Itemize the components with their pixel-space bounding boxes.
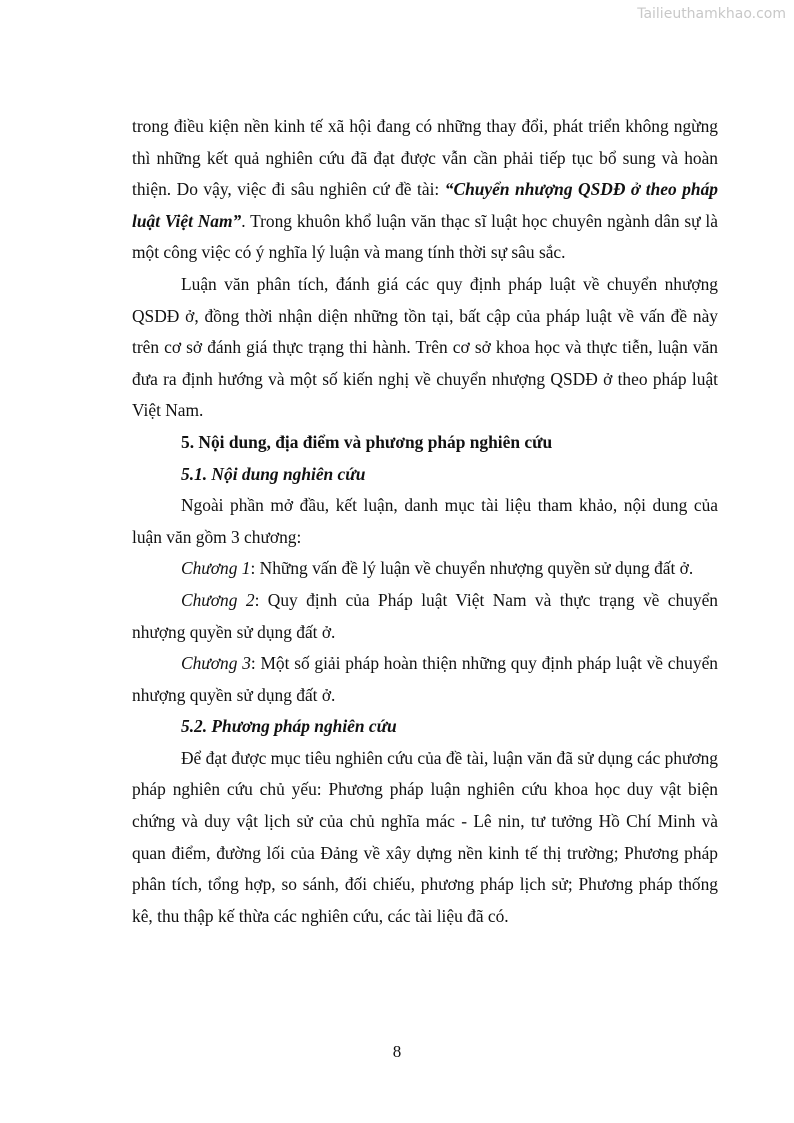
chapter-label: Chương 3 [181,653,251,674]
intro-text-after: . Trong khuôn khổ luận văn thạc sĩ luật học chuyên ngành dân sự là một công việc có ý nghĩa lý luận và mang tính thời sự sâu sắc. [132,210,718,263]
paragraph-intro [132,111,718,269]
paragraph-methods: Để đạt được mục tiêu nghiên cứu của đề tài, luận văn đã sử dụng các phương pháp nghiên cứu chủ yếu: Phương pháp luận nghiên cứu khoa học duy vật biện chứng và duy vật lịch sử của chủ nghĩa mác - Lê nin, tư tưởng Hồ Chí Minh và quan điểm, đường lối của Đảng về xây dựng nền kinh tế thị trường; Phương pháp phân tích, tổng hợp, so sánh, đối chiếu, phương pháp lịch sử; Phương pháp thống kê, thu thập kế thừa các nghiên cứu, các tài liệu đã có. [132,747,718,926]
section-heading-5-1 [132,459,718,491]
chapter-item-3 [132,648,718,711]
document-body [132,111,718,932]
intro-text-before: trong điều kiện nền kinh tế xã hội đang có những thay đổi, phát triển không ngừng thì những kết quả nghiên cứu đã đạt được vẫn cần phải tiếp tục bổ sung và hoàn thiện. Do vậy, việc đi sâu nghiên cứ đề tài: [132,116,718,200]
chapter-label: Chương 1 [181,558,251,579]
paragraph-content-intro: Ngoài phần mở đầu, kết luận, danh mục tài liệu tham khảo, nội dung của luận văn gồm 3 chương: [132,495,718,547]
thesis-title: “Chuyển nhượng QSDĐ ở theo pháp luật Việt Nam” [132,179,718,231]
chapter-label: Chương 2 [181,589,255,610]
chapter-text: : Một số giải pháp hoàn thiện những quy định pháp luật về chuyển nhượng quyền sử dụng đất ở. [132,653,718,705]
section-heading-5: 5. Nội dung, địa điểm và phương pháp nghiên cứu [181,431,553,452]
chapter-text: : Quy định của Pháp luật Việt Nam và thực trạng về chuyển nhượng quyền sử dụng đất ở. [132,589,718,642]
section-heading-5-2-text: 5.2. Phương pháp nghiên cứu [181,716,397,737]
chapter-text: : Những vấn đề lý luận về chuyển nhượng quyền sử dụng đất ở. [250,558,694,579]
page-number: 8 [392,1042,402,1061]
section-heading-5-2 [132,711,718,743]
chapter-item-2 [132,585,718,648]
section-heading-5-1-text: 5.1. Nội dung nghiên cứu [181,463,366,484]
chapter-item-1 [132,553,718,585]
paragraph-analysis: Luận văn phân tích, đánh giá các quy định pháp luật về chuyển nhượng QSDĐ ở, đồng thời nhận diện những tồn tại, bất cập của pháp luật về vấn đề này trên cơ sở đánh giá thực trạng thi hành. Trên cơ sở khoa học và thực tiễn, luận văn đưa ra định hướng và một số kiến nghị về chuyển nhượng QSDĐ ở theo pháp luật Việt Nam. [132,273,718,421]
watermark: Tailieuthamkhao.com [637,6,786,22]
